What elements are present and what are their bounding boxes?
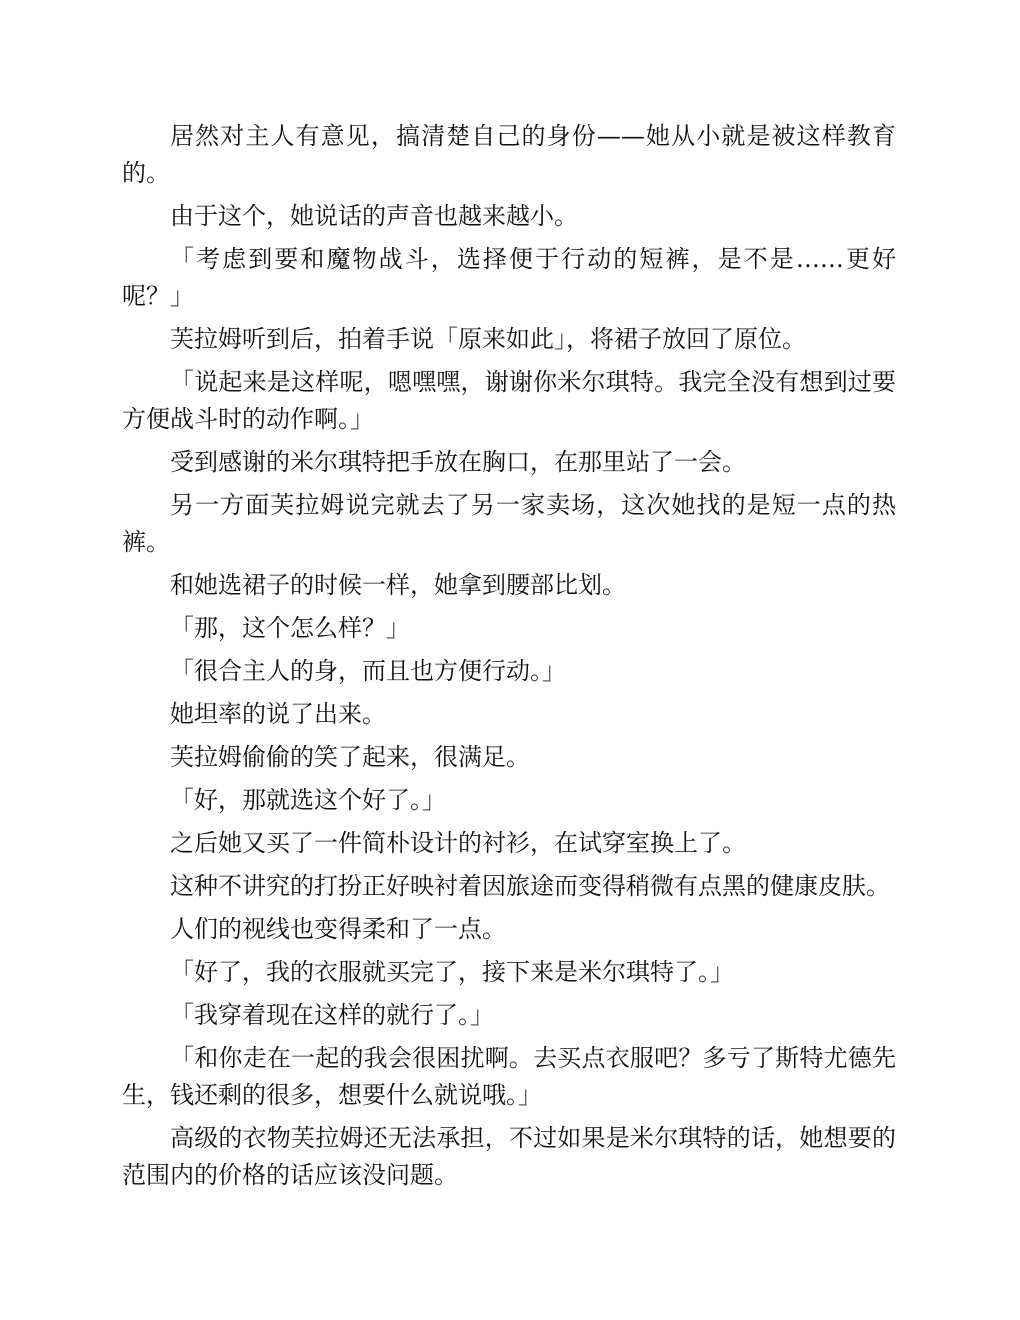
paragraph: 由于这个，她说话的声音也越来越小。	[170, 202, 578, 230]
paragraph: 人们的视线也变得柔和了一点。	[170, 915, 506, 943]
paragraph: 居然对主人有意见，搞清楚自己的身份——她从小就是被这样教育的。	[122, 122, 896, 187]
paragraph: 她坦率的说了出来。	[170, 700, 386, 728]
paragraph: 芙拉姆听到后，拍着手说「原来如此」，将裙子放回了原位。	[170, 325, 806, 353]
paragraph: 这种不讲究的打扮正好映衬着因旅途而变得稍微有点黑的健康皮肤。	[170, 872, 890, 900]
paragraph: 「那，这个怎么样？」	[170, 614, 410, 642]
paragraph: 「很合主人的身，而且也方便行动。」	[170, 657, 566, 685]
paragraph: 「说起来是这样呢，嗯嘿嘿，谢谢你米尔琪特。我完全没有想到过要方便战斗时的动作啊。」	[122, 368, 896, 433]
paragraph: 和她选裙子的时候一样，她拿到腰部比划。	[170, 571, 626, 599]
paragraph: 「我穿着现在这样的就行了。」	[170, 1001, 494, 1029]
paragraph: 高级的衣物芙拉姆还无法承担，不过如果是米尔琪特的话，她想要的范围内的价格的话应该没问题。	[122, 1124, 896, 1189]
paragraph: 「考虑到要和魔物战斗，选择便于行动的短裤，是不是……更好呢？」	[122, 245, 896, 310]
text-body	[122, 118, 896, 1200]
paragraph: 另一方面芙拉姆说完就去了另一家卖场，这次她找的是短一点的热裤。	[122, 491, 896, 556]
paragraph: 「好，那就选这个好了。」	[170, 786, 446, 814]
paragraph: 受到感谢的米尔琪特把手放在胸口，在那里站了一会。	[170, 448, 746, 476]
paragraph: 芙拉姆偷偷的笑了起来，很满足。	[170, 743, 530, 771]
paragraph: 「和你走在一起的我会很困扰啊。去买点衣服吧？多亏了斯特尤德先生，钱还剩的很多，想要什么就说哦。」	[122, 1044, 896, 1109]
paragraph: 之后她又买了一件简朴设计的衬衫，在试穿室换上了。	[170, 829, 746, 857]
paragraph: 「好了，我的衣服就买完了，接下来是米尔琪特了。」	[170, 958, 734, 986]
